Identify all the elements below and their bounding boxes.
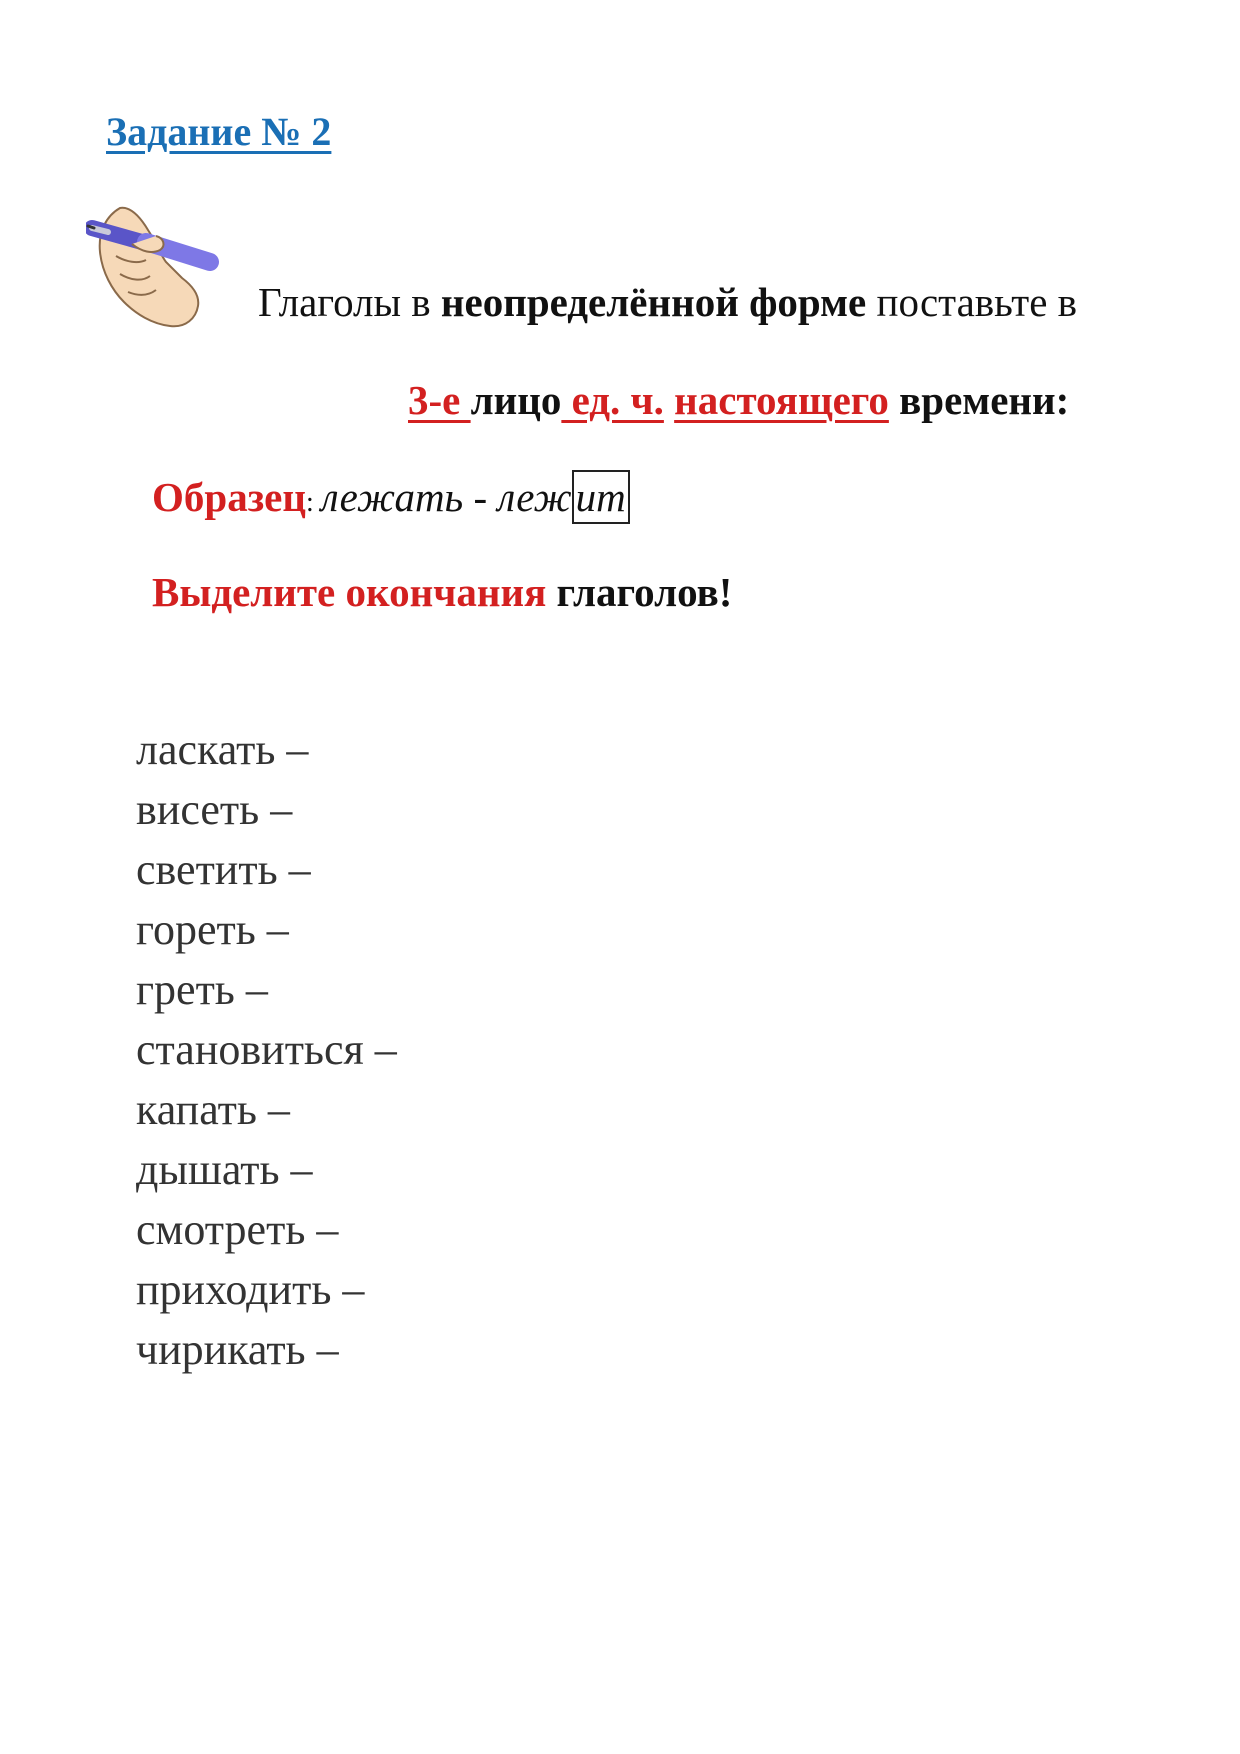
task-title: Задание № 2 bbox=[106, 109, 332, 154]
list-item: светить – bbox=[136, 845, 311, 894]
list-item: гореть – bbox=[136, 905, 289, 954]
number-label: ед. ч. bbox=[561, 377, 664, 423]
sample-line bbox=[152, 470, 630, 524]
face-label: лицо bbox=[470, 377, 562, 423]
list-item: ласкать – bbox=[136, 725, 309, 774]
list-item: капать – bbox=[136, 1085, 290, 1134]
tense-label: настоящего bbox=[674, 377, 889, 423]
hand-writing-with-pen-icon bbox=[86, 198, 226, 330]
sample-ending-box: ит bbox=[572, 470, 630, 524]
sample-colon: : bbox=[306, 487, 321, 518]
list-item: дышать – bbox=[136, 1145, 313, 1194]
list-item: смотреть – bbox=[136, 1205, 339, 1254]
verb-list bbox=[136, 720, 397, 1380]
spacer bbox=[664, 377, 674, 423]
highlight-instruction bbox=[152, 568, 732, 616]
highlight-red-text: Выделите окончания bbox=[152, 569, 547, 615]
instruction-text: Глаголы в bbox=[258, 279, 441, 325]
highlight-black-text: глаголов! bbox=[546, 569, 733, 615]
list-item: греть – bbox=[136, 965, 268, 1014]
instruction-text-end: поставьте в bbox=[866, 279, 1077, 325]
list-item: чирикать – bbox=[136, 1325, 339, 1374]
sample-stem: леж bbox=[497, 474, 572, 520]
instruction-line-2 bbox=[408, 376, 1069, 424]
list-item: становиться – bbox=[136, 1025, 397, 1074]
tense-end: времени: bbox=[888, 377, 1070, 423]
instruction-emphasis: неопределённой форме bbox=[440, 279, 867, 325]
instruction-line-1 bbox=[258, 278, 1077, 326]
list-item: висеть – bbox=[136, 785, 293, 834]
sample-dash: - bbox=[463, 474, 498, 520]
person-label: 3-е bbox=[408, 377, 471, 423]
sample-label: Образец bbox=[152, 474, 306, 520]
list-item: приходить – bbox=[136, 1265, 365, 1314]
sample-infinitive: лежать bbox=[320, 474, 464, 520]
